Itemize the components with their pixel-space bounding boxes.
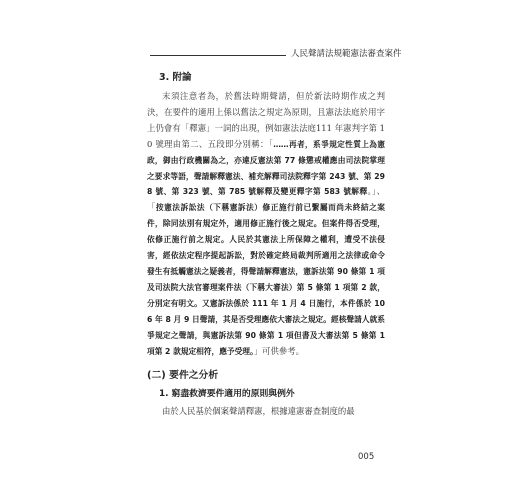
header-title: 人民聲請法規範憲法審查案件 bbox=[291, 49, 402, 59]
appendix-lead-text: 末須注意者為，於舊法時期聲請，但於新法時期作成之判決，在要件的適用上係以舊法之規定為原則，且憲法法庭於用字上仍會有「釋憲」一詞的出現，例如憲法法庭111 年憲判字第 10 號理由第二、五段即分別稱：「 bbox=[147, 91, 385, 149]
appendix-paragraph bbox=[147, 89, 385, 359]
header-rule bbox=[150, 55, 286, 56]
page-number: 005 bbox=[358, 452, 375, 462]
appendix-tail: 」可供參考。 bbox=[253, 345, 305, 356]
section-heading-appendix: 3. 附論 bbox=[159, 72, 192, 83]
page-content bbox=[147, 70, 385, 420]
section-heading-requirements: (二) 要件之分析 bbox=[147, 370, 219, 382]
appendix-quote-1: ……再者，系爭規定性質上為憲政，御由行政機關為之，亦違反憲法第 77 條懲戒權應由司法院掌理之要求等語，聲請解釋憲法、補充解釋司法院釋字第 243 號、第 298 號、第 323 號、第 785 號解釋及變更釋字第 583 號解釋 bbox=[147, 139, 385, 197]
subsection-heading-exhaustion: 1. 窮盡救濟要件適用的原則與例外 bbox=[159, 389, 295, 400]
requirements-paragraph: 由於人民基於個案聲請釋憲，根據違憲審查制度的最 bbox=[162, 406, 355, 417]
appendix-quote-2: 按憲法訴訟法（下稱憲訴法）修正施行前已繫屬而尚未終結之案件，除同法別有規定外，適用修正施行後之規定。但案件得否受理，依修正施行前之規定。人民於其憲法上所保障之權利，遭受不法侵害，經依法定程序提起訴訟，對於確定終局裁判所適用之法律或命令發生有抵觸憲法之疑義者，得聲請解釋憲法，憲訴法第 90 條第 1 項及司法院大法官審理案件法（下稱大審法）第 5 條第 1 項第 2 款，分別定有明文。又憲訴法係於 111 年 1 月 4 日施行，本件係於 106 年 8 月 9 日聲請，其是否受理應依大審法之規定。經核聲請人就系爭規定之聲請，與憲訴法第 90 條第 1 項但書及大審法第 5 條第 1 項第 2 款規定相符，應予受理。 bbox=[147, 203, 385, 356]
running-header bbox=[150, 47, 472, 61]
appendix-connector: 。」、「 bbox=[147, 186, 385, 213]
